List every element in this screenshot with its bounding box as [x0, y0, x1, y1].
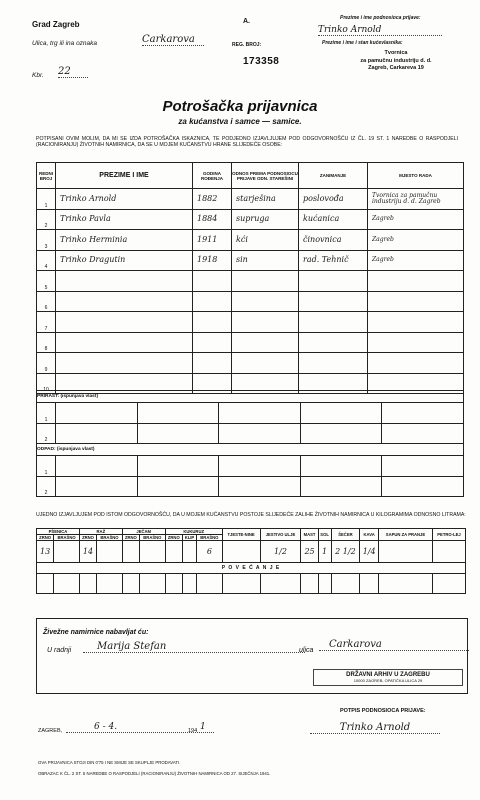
cell-rel [232, 353, 299, 374]
table-row [37, 250, 464, 271]
empty-cell [300, 456, 382, 477]
form-subtitle: za kućanstva i samce — samice. [178, 117, 302, 126]
regulation-note: OBRAZAC K ČL. 2 ST. 5 NAREDBE O RASPODJELI (RACIONIRANJU) ŽIVOTNIH NAMIRNICA OD 27. SIJEČNJA 1941. [38, 771, 271, 776]
shop-label: Živežne namirnice nabavljat ću: [43, 629, 149, 636]
stock-value [122, 541, 139, 563]
col-header: ZANIMANJE [299, 163, 368, 189]
form-letter: A. [243, 18, 250, 25]
household-head-label: Prezime i ime i stan kućevlasnika: [322, 40, 403, 46]
empty-cell [140, 574, 166, 594]
empty-cell [382, 456, 464, 477]
cell-job [299, 332, 368, 353]
stock-value: 1 [318, 541, 331, 563]
stock-group-row [37, 529, 466, 535]
empty-cell [382, 476, 464, 497]
person-rows [37, 189, 464, 394]
empty-cell [300, 476, 382, 497]
empty-cell [300, 423, 382, 444]
stock-group: PŠENICA [37, 529, 80, 535]
table-row [37, 209, 464, 230]
stock-sub-header: ZRNO [122, 535, 139, 541]
cell-job: rad. Tehnič [299, 250, 368, 271]
empty-cell [197, 574, 223, 594]
house-number-label: Kbr. [32, 72, 44, 79]
cell-rel [232, 291, 299, 312]
persons-table [36, 162, 464, 394]
stock-value: 14 [79, 541, 96, 563]
empty-cell [56, 423, 138, 444]
stock-single: PETRO-LEJ [433, 529, 466, 541]
house-number-value: 22 [58, 66, 88, 78]
row-number: 5 [37, 271, 56, 292]
row-number: 9 [37, 353, 56, 374]
shop-street-label: ulica [299, 647, 314, 654]
stock-single: TJESTE-NINE [222, 529, 260, 541]
stock-value: 13 [37, 541, 54, 563]
cell-year [193, 271, 232, 292]
cell-year [193, 291, 232, 312]
prirast-rows [37, 403, 464, 444]
stock-table [36, 528, 466, 594]
empty-cell [56, 476, 138, 497]
cell-name [56, 291, 193, 312]
stock-group: KUKURUZ [165, 529, 222, 535]
cell-place [368, 353, 464, 374]
row-number: 10 [37, 373, 56, 394]
row-number: 7 [37, 312, 56, 333]
cell-name: Trinko Arnold [56, 189, 193, 210]
empty-cell [182, 574, 196, 594]
cell-rel: sin [232, 250, 299, 271]
street-value: Carkarova [142, 34, 204, 46]
empty-cell [54, 574, 80, 594]
empty-cell [37, 574, 54, 594]
cell-name [56, 271, 193, 292]
signature-label: POTPIS PODNOSIOCA PRIJAVE: [340, 708, 426, 714]
additions-table [36, 390, 464, 497]
odpad-rows [37, 456, 464, 497]
cell-job [299, 312, 368, 333]
reg-number-label: REG. BROJ: [232, 42, 262, 48]
stock-single: SOL [318, 529, 331, 541]
row-number: 1 [37, 456, 56, 477]
shop-name-value: Marija Stefan [83, 641, 305, 653]
empty-cell [165, 574, 182, 594]
empty-cell [219, 476, 301, 497]
stock-value: 25 [301, 541, 318, 563]
table-row [37, 230, 464, 251]
cell-year: 1911 [193, 230, 232, 251]
shop-box [36, 618, 468, 694]
empty-cell [97, 574, 123, 594]
stock-sub-header: ZRNO [37, 535, 54, 541]
cell-year: 1884 [193, 209, 232, 230]
stock-value [140, 541, 166, 563]
empty-cell [382, 403, 464, 424]
stock-sub-header: KLIP [182, 535, 196, 541]
row-number: 8 [37, 332, 56, 353]
table-header-row [37, 163, 464, 189]
year-value: 1 [200, 722, 206, 732]
cell-place: Zagreb [368, 209, 464, 230]
cell-year [193, 312, 232, 333]
stock-group: RAŽ [79, 529, 122, 535]
stock-single: MAST [301, 529, 318, 541]
table-row [37, 189, 464, 210]
stock-sub-header: BRAŠNO [97, 535, 123, 541]
cell-job: kućanica [299, 209, 368, 230]
street-label: Ulica, trg ili ina oznaka [32, 40, 98, 47]
cell-rel [232, 332, 299, 353]
empty-cell [137, 456, 219, 477]
cell-place: Tvornica za pamučnu industriju d. d. Zagreb [368, 189, 464, 210]
cell-year [193, 332, 232, 353]
empty-cell [219, 456, 301, 477]
cell-name: Trinko Pavla [56, 209, 193, 230]
col-header: PREZIME I IME [56, 163, 193, 189]
row-number: 1 [37, 403, 56, 424]
stock-value: 6 [197, 541, 223, 563]
stock-value: 1/2 [260, 541, 301, 563]
stock-value: 1/4 [360, 541, 379, 563]
shop-street-value: Carkarova [319, 639, 469, 651]
odpad-label: ODPAD: (ispunjava vlast) [37, 444, 464, 456]
cell-place [368, 312, 464, 333]
cell-place [368, 332, 464, 353]
increase-label: P O V E Ć A N J E [37, 563, 466, 574]
cell-rel [232, 271, 299, 292]
table-row [37, 423, 464, 444]
col-header: GODINA ROĐENJA [193, 163, 232, 189]
stock-sub-header: BRAŠNO [54, 535, 80, 541]
row-number: 2 [37, 209, 56, 230]
archive-stamp [313, 669, 463, 686]
stock-value [165, 541, 182, 563]
empty-cell [301, 574, 318, 594]
cell-job [299, 271, 368, 292]
price-note: OVA PRIJAVNICA STOJI DIN 0'75 I NE SMIJE SE SKUPLJE PRODAVATI. [38, 760, 181, 765]
stock-group: JEČAM [122, 529, 165, 535]
empty-cell [79, 574, 96, 594]
empty-cell [222, 574, 260, 594]
empty-cell [56, 403, 138, 424]
stock-single: SAPUN ZA PRANJE [378, 529, 432, 541]
cell-job [299, 291, 368, 312]
owner-line: za pamučnu industriju d. d. [360, 57, 432, 64]
shop-u-radnji: U radnji [47, 647, 72, 654]
stock-single: KAVA [360, 529, 379, 541]
cell-name: Trinko Herminia [56, 230, 193, 251]
table-row [37, 456, 464, 477]
cell-rel [232, 312, 299, 333]
row-number: 2 [37, 423, 56, 444]
stock-sub-header: ZRNO [165, 535, 182, 541]
cell-name [56, 312, 193, 333]
cell-name [56, 332, 193, 353]
empty-cell [122, 574, 139, 594]
empty-cell [318, 574, 331, 594]
empty-cell [219, 403, 301, 424]
stock-single: ŠEĆER [331, 529, 360, 541]
prirast-label: PRIRAST: (ispunjava vlast) [37, 391, 464, 403]
empty-cell [433, 574, 466, 594]
stock-value [97, 541, 123, 563]
stock-value [182, 541, 196, 563]
row-number: 6 [37, 291, 56, 312]
cell-rel: kći [232, 230, 299, 251]
cell-year: 1918 [193, 250, 232, 271]
stock-value: 2 1/2 [331, 541, 360, 563]
stock-value [378, 541, 432, 563]
stock-value [54, 541, 80, 563]
place-label: ZAGREB, [38, 728, 63, 734]
row-number: 3 [37, 230, 56, 251]
empty-cell [300, 403, 382, 424]
table-row [37, 271, 464, 292]
cell-job: poslovođa [299, 189, 368, 210]
cell-rel: starješina [232, 189, 299, 210]
applicant-label: Prezime i ime podnosioca prijave: [340, 15, 421, 21]
empty-cell [360, 574, 379, 594]
col-header: REDNI BROJ [37, 163, 56, 189]
empty-cell [260, 574, 301, 594]
cell-rel: supruga [232, 209, 299, 230]
archive-stamp-line: 10000 ZAGREB, OPATIČKA ULICA 29 [353, 678, 423, 683]
table-row [37, 353, 464, 374]
stock-value [222, 541, 260, 563]
stock-value [433, 541, 466, 563]
stock-sub-header: BRAŠNO [197, 535, 223, 541]
reg-number: 173358 [243, 56, 280, 67]
empty-cell [137, 423, 219, 444]
empty-cell [137, 403, 219, 424]
stock-sub-header: ZRNO [79, 535, 96, 541]
cell-job [299, 353, 368, 374]
stock-intro: UJEDNO IZJAVLJUJEM POD ISTOM ODGOVORNOŠĆU, DA U MOJEM KUĆANSTVU POSTOJE SLIJEDEĆE ZALIHE ŽIVOTNIH NAMIRNICA U KILOGRAMIMA ODNOSNO LITRAMA: [36, 512, 466, 518]
intro-text: POTPISANI OVIM MOLIM, DA MI SE IZDA POTROŠAČKA ISKAZNICA, TE PODJEDNO IZJAVLJUJEM POD ODGOVORNOŠĆU IZ ČL. 19 ST. 1 NAREDBE O RASPODJELI (RACIONIRANJU) ŽIVOTNIH NAMIRNICA, DA SE U MOJEM KUĆANSTVU HRANE SLIJEDEĆE OSOBE: [36, 136, 458, 148]
year-prefix: 194 [188, 728, 198, 734]
table-row [37, 476, 464, 497]
owner-line: Zagreb, Carkareva 19 [368, 65, 424, 71]
table-row [37, 332, 464, 353]
empty-cell [331, 574, 360, 594]
cell-place [368, 291, 464, 312]
cell-place: Zagreb [368, 250, 464, 271]
stock-sub-header: BRAŠNO [140, 535, 166, 541]
table-row [37, 403, 464, 424]
row-number: 1 [37, 189, 56, 210]
stock-values-row [37, 541, 466, 563]
cell-job: činovnica [299, 230, 368, 251]
empty-cell [382, 423, 464, 444]
cell-place: Zagreb [368, 230, 464, 251]
signature-value: Trinko Arnold [310, 722, 440, 734]
empty-cell [137, 476, 219, 497]
table-row [37, 312, 464, 333]
archive-stamp-line: DRŽAVNI ARHIV U ZAGREBU [346, 672, 430, 678]
form-title: Potrošačka prijavnica [162, 98, 318, 115]
owner-line: Tvornica [384, 50, 408, 56]
col-header: MJESTO RADA [368, 163, 464, 189]
empty-cell [378, 574, 432, 594]
col-header: ODNOS PREMA PODNOSIOCU PRIJAVE ODN. STAREŠINI [232, 163, 299, 189]
cell-year: 1882 [193, 189, 232, 210]
empty-cell [56, 456, 138, 477]
cell-name [56, 353, 193, 374]
cell-name: Trinko Dragutin [56, 250, 193, 271]
cell-place [368, 271, 464, 292]
stock-empty-row [37, 574, 466, 594]
empty-cell [219, 423, 301, 444]
table-row [37, 291, 464, 312]
city-label: Grad Zagreb [32, 20, 80, 29]
cell-year [193, 353, 232, 374]
owner-stamp [336, 50, 456, 73]
applicant-name: Trinko Arnold [318, 25, 442, 36]
row-number: 2 [37, 476, 56, 497]
row-number: 4 [37, 250, 56, 271]
date-value: 6 - 4. [66, 722, 214, 733]
stock-single: JESTIVO ULJE [260, 529, 301, 541]
